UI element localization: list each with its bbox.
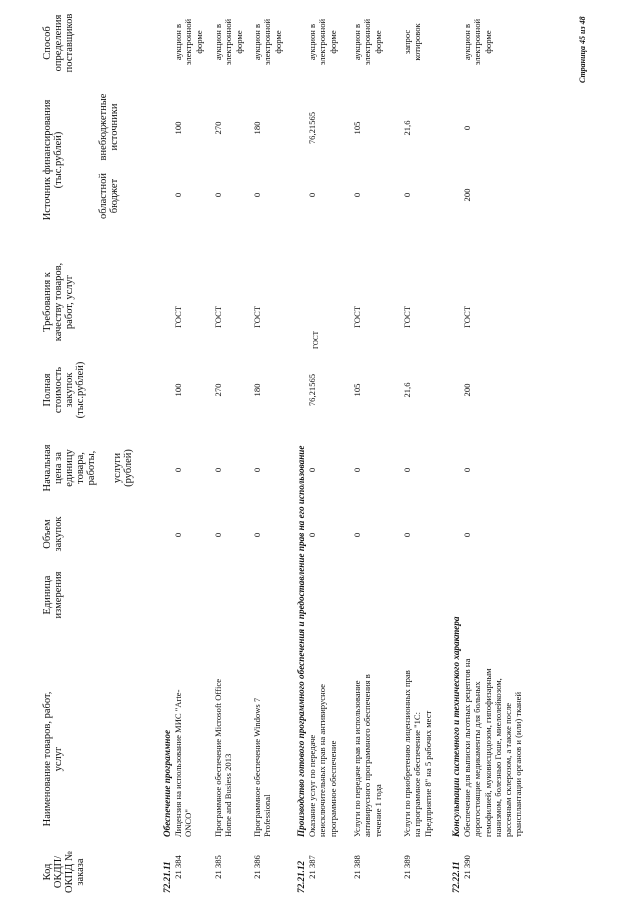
- header-name: Наименование товаров, работ, услуг: [42, 691, 64, 827]
- header-unit: Единица измерения: [42, 571, 64, 619]
- row-price: 0: [352, 467, 362, 473]
- row-full-cost: 200: [462, 383, 472, 397]
- row-source-regional: 0: [213, 192, 223, 198]
- row-price: 0: [252, 467, 262, 473]
- row-source-regional: 0: [352, 192, 362, 198]
- row-requirements: ГОСТ: [252, 305, 262, 329]
- row-source-regional: 0: [402, 192, 412, 198]
- section-code: 72.21.12: [296, 860, 306, 893]
- row-volume: 0: [252, 532, 262, 538]
- row-full-cost: 270: [213, 383, 223, 397]
- row-method: аукцион в электронной форме: [307, 18, 338, 66]
- row-volume: 0: [462, 532, 472, 538]
- section-title: Производство готового программного обеспечения и предоставление прав на его использование: [296, 445, 306, 837]
- row-number: 21 389: [402, 855, 412, 879]
- section-title: Обеспечение программное: [162, 729, 172, 837]
- header-source-regional: областной бюджет: [98, 173, 120, 219]
- row-requirements: ГОСТ: [402, 305, 412, 329]
- header-method: Способ определения поставщиков: [42, 13, 75, 73]
- row-number: 21 390: [462, 855, 472, 879]
- row-name: Лицензия на использование МИС "Arte-ONCO": [173, 689, 194, 837]
- row-source-extra: 100: [173, 121, 183, 135]
- row-source-regional: 0: [307, 192, 317, 198]
- header-source: Источник финансирования (тыс.рублей): [42, 99, 64, 221]
- row-full-cost: 76,21565: [307, 373, 317, 407]
- row-method: аукцион в электронной форме: [252, 18, 283, 66]
- section-code: 72.22.11: [451, 861, 461, 893]
- page-number: Страница 45 из 48: [578, 16, 587, 83]
- row-source-extra: 21,6: [402, 120, 412, 136]
- row-full-cost: 180: [252, 383, 262, 397]
- header-requirements: Требования к качеству товаров, работ, услуг: [42, 262, 75, 342]
- row-requirements: ГОСТ: [173, 305, 183, 329]
- row-source-extra: 180: [252, 121, 262, 135]
- row-source-regional: 0: [252, 192, 262, 198]
- row-number: 21 387: [307, 855, 317, 879]
- section-title: Консультации системного и технического характера: [451, 616, 461, 837]
- row-source-regional: 0: [173, 192, 183, 198]
- row-volume: 0: [307, 532, 317, 538]
- row-full-cost: 21,6: [402, 382, 412, 398]
- row-number: 21 384: [173, 855, 183, 879]
- row-name: Услуги по передаче прав на использование антивирусного программного обеспечения в течение 1 года: [352, 674, 383, 837]
- row-name: Обеспечение для выписки льготных рецептов на дорогостоящие медикаменты для больных гемофилией, муковисцидозом, гипофизарным нанизмом, болезнью Гоше, миелолейкозом, рассеяным склерозом, а также после трансплантации органов и (или) тканей: [462, 658, 524, 837]
- row-name: Программное обеспечение Microsoft Office Home and Busiess 2013: [213, 678, 234, 837]
- header-source-extra: внебюджетные источники: [98, 93, 120, 161]
- row-source-extra: 270: [213, 121, 223, 135]
- row-price: 0: [402, 467, 412, 473]
- row-source-regional: 200: [462, 188, 472, 202]
- row-volume: 0: [402, 532, 412, 538]
- row-volume: 0: [173, 532, 183, 538]
- row-price: 0: [173, 467, 183, 473]
- header-code: Код ОКДП/ ОКПД № заказа: [42, 851, 86, 893]
- header-start-price-sub: услуги (рублей): [112, 449, 134, 487]
- row-number: 21 385: [213, 855, 223, 879]
- row-source-extra: 0: [462, 125, 472, 131]
- header-volume: Объем закупок: [42, 516, 64, 552]
- row-volume: 0: [352, 532, 362, 538]
- row-method: аукцион в электронной форме: [213, 18, 244, 66]
- row-requirements: ГОСТ: [462, 305, 472, 329]
- row-method: аукцион в электронной форме: [173, 18, 204, 66]
- row-full-cost: 105: [352, 383, 362, 397]
- row-number: 21 386: [252, 855, 262, 879]
- section-code: 72.21.11: [162, 861, 172, 893]
- header-start-price: Начальная цена за единицу товара, работы,: [42, 444, 97, 492]
- header-full-cost: Полная стоимость закупок (тыс.рублей): [42, 361, 86, 419]
- row-requirements: ГОСТ: [352, 305, 362, 329]
- row-requirements: ГОСТ: [213, 305, 223, 329]
- row-requirements: ГОСТ: [312, 331, 320, 349]
- row-number: 21 388: [352, 855, 362, 879]
- row-price: 0: [462, 467, 472, 473]
- row-name: Программное обеспечение Windows 7 Professional: [252, 697, 273, 837]
- row-method: аукцион в электронной форме: [352, 18, 383, 66]
- row-price: 0: [213, 467, 223, 473]
- row-name: Услуги по приобретению лицензионных прав на программное обеспечение "1С: Предприятие 8" на 5 рабочих мест: [402, 670, 433, 837]
- row-source-extra: 105: [352, 121, 362, 135]
- row-name: Оказание услуг по передаче неисключительных прав на антивирусное программное обеспечение: [307, 684, 338, 837]
- row-source-extra: 76,21565: [307, 111, 317, 145]
- row-volume: 0: [213, 532, 223, 538]
- row-price: 0: [307, 467, 317, 473]
- row-method: аукцион в электронной форме: [462, 18, 493, 66]
- row-method: запрос котировок: [402, 23, 423, 61]
- row-full-cost: 100: [173, 383, 183, 397]
